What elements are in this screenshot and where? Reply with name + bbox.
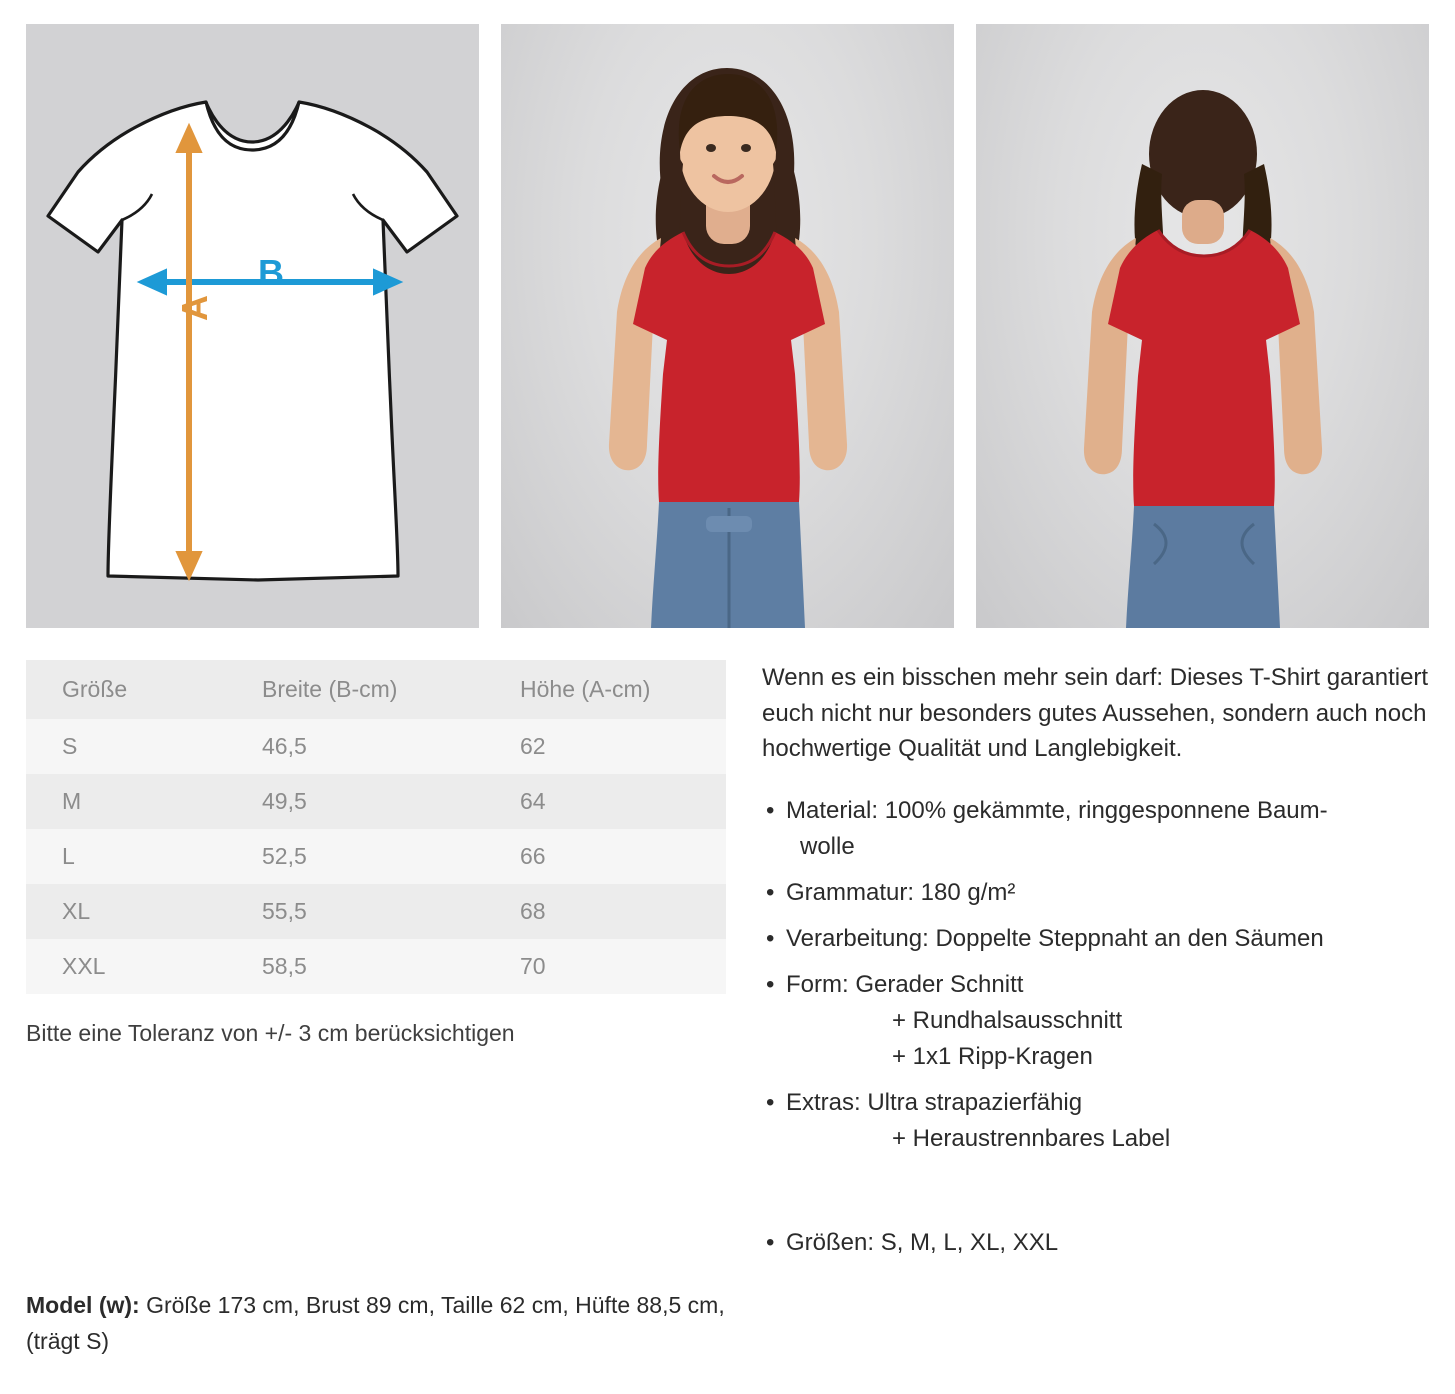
- tolerance-note: Bitte eine Toleranz von +/- 3 cm berücksichtigen: [26, 1020, 515, 1046]
- cell-width: 46,5: [226, 719, 484, 774]
- cell-size: M: [26, 774, 226, 829]
- table-row: [26, 939, 726, 994]
- cell-width: 55,5: [226, 884, 484, 939]
- cell-height: 68: [484, 884, 726, 939]
- model-front-illustration: [501, 24, 954, 628]
- cell-width: 58,5: [226, 939, 484, 994]
- feature-sub: + Rundhalsausschnitt: [892, 1006, 1123, 1034]
- model-front-photo: [501, 24, 954, 628]
- sizes-available: • Größen: S, M, L, XL, XXL: [762, 1229, 1430, 1257]
- cell-height: 64: [484, 774, 726, 829]
- feature-text: Grammatur: 180 g/m²: [786, 878, 1016, 906]
- list-item: [762, 793, 1430, 865]
- cell-height: 70: [484, 939, 726, 994]
- model-note-text: Größe 173 cm, Brust 89 cm, Taille 62 cm, Hüfte 88,5 cm, (trägt S): [26, 1292, 725, 1354]
- shirt-outline-icon: [26, 24, 479, 628]
- cell-height: 66: [484, 829, 726, 884]
- width-label-b: B: [258, 252, 284, 293]
- size-table-column: [26, 660, 726, 1257]
- table-header-size: Größe: [26, 660, 226, 719]
- list-item: [762, 967, 1430, 1075]
- description-intro: Wenn es ein bisschen mehr sein darf: Dieses T-Shirt garantiert euch nicht nur besonders gutes Aussehen, sondern auch noch hochwertige Qualität und Langlebigkeit.: [762, 664, 1429, 763]
- table-row: [26, 829, 726, 884]
- table-header-row: [26, 660, 726, 719]
- cell-width: 49,5: [226, 774, 484, 829]
- cell-size: L: [26, 829, 226, 884]
- list-item: [762, 921, 1430, 957]
- details-section: [26, 660, 1430, 1257]
- table-row: [26, 774, 726, 829]
- cell-height: 62: [484, 719, 726, 774]
- cell-width: 52,5: [226, 829, 484, 884]
- feature-sub: + Heraustrennbares Label: [892, 1124, 1171, 1152]
- list-item: [762, 875, 1430, 911]
- table-row: [26, 719, 726, 774]
- table-row: [26, 884, 726, 939]
- image-row: [26, 24, 1430, 628]
- feature-text: Material: 100% gekämmte, ringgesponnene Baum-: [786, 796, 1328, 824]
- height-label-a: A: [174, 295, 215, 321]
- measurement-diagram-card: [26, 24, 479, 628]
- cell-size: XXL: [26, 939, 226, 994]
- model-note-label: Model (w):: [26, 1292, 140, 1318]
- feature-list: [762, 793, 1430, 1157]
- cell-size: XL: [26, 884, 226, 939]
- cell-size: S: [26, 719, 226, 774]
- model-note: [26, 1288, 726, 1359]
- model-back-photo: [976, 24, 1429, 628]
- feature-text: Form: Gerader Schnitt: [786, 970, 1024, 998]
- feature-text: Verarbeitung: Doppelte Steppnaht an den Säumen: [786, 924, 1324, 952]
- list-item: [762, 1085, 1430, 1157]
- table-header-height: Höhe (A-cm): [484, 660, 726, 719]
- feature-text-cont: wolle: [800, 832, 855, 860]
- size-table: [26, 660, 726, 994]
- table-header-width: Breite (B-cm): [226, 660, 484, 719]
- model-back-illustration: [976, 24, 1429, 628]
- description-column: [762, 660, 1430, 1257]
- feature-sub: + 1x1 Ripp-Kragen: [892, 1042, 1093, 1070]
- feature-text: Extras: Ultra strapazierfähig: [786, 1088, 1083, 1116]
